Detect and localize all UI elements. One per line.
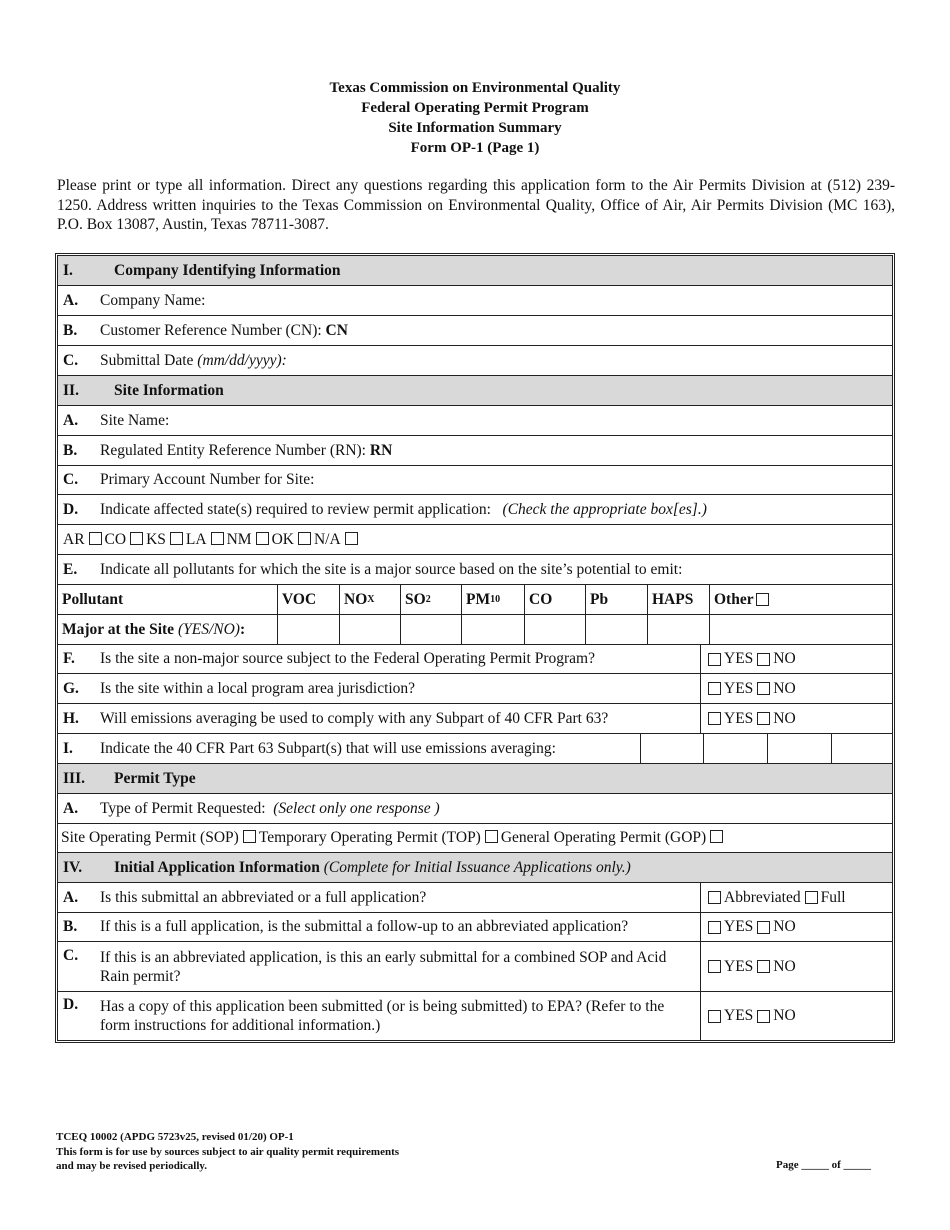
major-at-site-row: [58, 615, 892, 645]
haps-header: HAPS: [647, 585, 709, 614]
page-number: Page _____ of _____: [776, 1159, 872, 1171]
pollutants-intro-row: [58, 555, 892, 585]
label-text: Major at the Site: [62, 620, 175, 638]
state-nm[interactable]: [227, 531, 272, 549]
other-header: [709, 585, 892, 614]
label-text: Submittal Date: [100, 351, 194, 369]
date-format-hint: (mm/dd/yyyy):: [197, 351, 287, 369]
label-text: SO: [405, 590, 426, 608]
section-2-header: [58, 376, 892, 406]
state-label: NM: [226, 530, 252, 548]
yes-no-group: [700, 913, 892, 941]
state-label: LA: [185, 530, 207, 548]
yes-label: YES: [724, 1007, 754, 1024]
section-4-header: [58, 853, 892, 883]
state-ok[interactable]: [272, 531, 314, 549]
epa-copy-row: [58, 992, 892, 1040]
form-table: [55, 253, 895, 1043]
section-title: [100, 859, 892, 877]
checkbox[interactable]: [485, 830, 498, 843]
label-text: NO: [344, 590, 368, 608]
intro-text: Please print or type all information. Direct any questions regarding this application form to the Air Permits Division at (512) 239-1250. Address written inquiries to the Texas Commission on Environmental Quality, Office of Air, Air Permits Division (MC 163), P.O. Box 13087, Austin, Texas 78711-3087.: [57, 177, 895, 233]
checkbox[interactable]: [211, 532, 224, 545]
subpart-cell[interactable]: [640, 734, 703, 763]
yes-checkbox[interactable]: [708, 921, 721, 934]
no-checkbox[interactable]: [757, 682, 770, 695]
affected-states-label: [100, 501, 892, 519]
no-checkbox[interactable]: [757, 921, 770, 934]
cn-prefix: CN: [325, 321, 348, 339]
row-letter: E.: [63, 560, 78, 578]
submittal-date-label: [100, 352, 892, 370]
gop-option[interactable]: [501, 829, 726, 847]
permit-type-label: [100, 800, 892, 818]
yes-label: YES: [724, 709, 754, 727]
voc-cell[interactable]: [277, 615, 339, 644]
yes-checkbox[interactable]: [708, 712, 721, 725]
pollutant-header-row: [58, 585, 892, 615]
account-number-row[interactable]: [58, 466, 892, 495]
checkbox[interactable]: [89, 532, 102, 545]
row-letter: A.: [63, 411, 79, 429]
emissions-averaging-row: [58, 704, 892, 734]
major-at-site-label: [58, 615, 277, 644]
state-label: OK: [271, 530, 294, 548]
subscript: 2: [425, 594, 431, 605]
form-title: Site Information Summary: [388, 120, 562, 136]
label-text: Indicate affected state(s) required to review permit application:: [100, 500, 491, 518]
question-text: If this is an abbreviated application, is this an early submittal for a combined SOP and Acid Rain permit?: [100, 948, 667, 985]
gop-label: General Operating Permit (GOP): [500, 829, 707, 846]
program-title: Federal Operating Permit Program: [361, 100, 589, 116]
yes-label: YES: [724, 679, 754, 697]
company-name-label: Company Name:: [100, 291, 206, 309]
voc-header: VOC: [277, 585, 339, 614]
state-label: CO: [104, 530, 127, 548]
checkbox[interactable]: [130, 532, 143, 545]
form-header: [0, 78, 950, 158]
pm10-header: [461, 585, 524, 614]
question-text: Has a copy of this application been submitted (or is being submitted) to EPA? (Refer to the form instructions for additional information.): [100, 998, 665, 1034]
question-text: Is the site a non-major source subject to the Federal Operating Permit Program?: [100, 650, 595, 667]
question-text: Is the site within a local program area jurisdiction?: [100, 679, 416, 697]
form-id: TCEQ 10002 (APDG 5723v25, revised 01/20) OP-1: [56, 1131, 294, 1143]
label-text: Other: [714, 590, 754, 608]
no-label: NO: [773, 650, 796, 667]
section-1-header: [58, 256, 892, 286]
state-checkbox-row: [58, 525, 892, 555]
so2-header: [400, 585, 461, 614]
acid-rain-row: [58, 942, 892, 992]
other-cell[interactable]: [709, 615, 892, 644]
subpart-cell[interactable]: [767, 734, 831, 763]
no-checkbox[interactable]: [757, 1010, 770, 1023]
section-hint: (Complete for Initial Issuance Applications only.): [323, 858, 631, 876]
section-number: IV.: [63, 858, 83, 876]
customer-reference-row[interactable]: [58, 316, 892, 346]
no-checkbox[interactable]: [757, 653, 770, 666]
state-la[interactable]: [186, 531, 227, 549]
yes-checkbox[interactable]: [708, 1010, 721, 1023]
abbreviated-label: Abbreviated: [724, 888, 801, 906]
checkbox[interactable]: [243, 830, 256, 843]
row-letter: B.: [63, 321, 78, 339]
company-name-row[interactable]: [58, 286, 892, 316]
yes-checkbox[interactable]: [708, 960, 721, 973]
site-name-label: Site Name:: [100, 411, 170, 429]
yes-no-group: [700, 704, 892, 733]
no-label: NO: [773, 1007, 796, 1024]
top-label: Temporary Operating Permit (TOP): [258, 829, 481, 846]
row-letter: D.: [63, 500, 79, 518]
row-letter: D.: [63, 996, 79, 1013]
no-label: NO: [773, 957, 796, 975]
yes-no-hint: (YES/NO): [177, 620, 240, 638]
regulated-entity-label: [100, 442, 892, 460]
no-label: NO: [773, 918, 796, 935]
state-co[interactable]: [105, 531, 147, 549]
yes-no-group: [700, 674, 892, 703]
form-footer: [56, 1130, 399, 1174]
question-text: Will emissions averaging be used to comply with any Subpart of 40 CFR Part 63?: [100, 709, 609, 727]
no-label: NO: [773, 709, 796, 727]
section-title: Company Identifying Information: [114, 261, 341, 279]
yes-label: YES: [724, 650, 754, 667]
checkbox[interactable]: [170, 532, 183, 545]
state-label: KS: [146, 530, 166, 548]
section-title: Permit Type: [114, 769, 196, 787]
permit-type-row: [58, 794, 892, 824]
label-colon: :: [239, 620, 246, 638]
customer-reference-label: [100, 322, 892, 340]
yes-no-group: [700, 645, 892, 673]
state-label: AR: [63, 530, 85, 548]
follow-up-row: [58, 913, 892, 942]
local-program-row: [58, 674, 892, 704]
question-text: If this is a full application, is the submittal a follow-up to an abbreviated application?: [100, 918, 629, 935]
subpart-cell[interactable]: [703, 734, 767, 763]
haps-cell[interactable]: [647, 615, 709, 644]
row-letter: I.: [63, 739, 73, 757]
pollutant-label: Pollutant: [62, 590, 124, 608]
label-text: Initial Application Information: [114, 858, 320, 876]
no-label: NO: [773, 679, 796, 697]
row-letter: C.: [63, 471, 79, 488]
yes-label: YES: [724, 918, 754, 935]
subpart-cell[interactable]: [831, 734, 892, 763]
non-major-row: [58, 645, 892, 674]
select-hint: (Select only one response ): [273, 799, 440, 817]
row-letter: B.: [63, 441, 78, 459]
site-name-row[interactable]: [58, 406, 892, 436]
state-label: N/A: [313, 530, 341, 548]
full-label: Full: [820, 888, 846, 906]
form-usage-note: This form is for use by sources subject to air quality permit requirements: [56, 1145, 400, 1158]
nox-header: [339, 585, 400, 614]
label-text: PM: [466, 590, 491, 608]
state-na[interactable]: [314, 531, 361, 549]
co-cell[interactable]: [524, 615, 585, 644]
full-checkbox[interactable]: [805, 891, 818, 904]
abbreviated-checkbox[interactable]: [708, 891, 721, 904]
yes-label: YES: [724, 957, 754, 975]
section-number: III.: [63, 769, 85, 787]
checkbox[interactable]: [298, 532, 311, 545]
check-hint: (Check the appropriate box[es].): [502, 500, 707, 518]
subscript: X: [367, 594, 375, 605]
form-revision-note: and may be revised periodically.: [56, 1160, 208, 1172]
sop-label: Site Operating Permit (SOP): [61, 829, 239, 846]
yes-checkbox[interactable]: [708, 682, 721, 695]
row-letter: C.: [63, 351, 79, 369]
submittal-date-row[interactable]: [58, 346, 892, 376]
section-number: I.: [63, 261, 73, 279]
state-ks[interactable]: [146, 531, 186, 549]
yes-no-group: [700, 942, 892, 991]
row-letter: H.: [63, 709, 79, 727]
pb-header: Pb: [585, 585, 647, 614]
pm10-cell[interactable]: [461, 615, 524, 644]
nox-cell[interactable]: [339, 615, 400, 644]
row-letter: B.: [63, 918, 78, 935]
row-letter: F.: [63, 650, 75, 667]
subscript: 10: [490, 594, 501, 605]
top-option[interactable]: [259, 829, 501, 847]
regulated-entity-row[interactable]: [58, 436, 892, 466]
row-letter: A.: [63, 888, 79, 906]
co-header: CO: [524, 585, 585, 614]
question-text: Indicate the 40 CFR Part 63 Subpart(s) that will use emissions averaging:: [100, 739, 556, 757]
question-text: Is this submittal an abbreviated or a full application?: [100, 888, 427, 906]
subparts-row: [58, 734, 892, 764]
row-letter: A.: [63, 799, 79, 817]
account-number-label: Primary Account Number for Site:: [100, 471, 315, 488]
no-checkbox[interactable]: [757, 712, 770, 725]
so2-cell[interactable]: [400, 615, 461, 644]
checkbox[interactable]: [256, 532, 269, 545]
section-number: II.: [63, 381, 79, 399]
no-checkbox[interactable]: [757, 960, 770, 973]
checkbox[interactable]: [710, 830, 723, 843]
rn-prefix: RN: [369, 441, 393, 459]
yes-no-group: [700, 992, 892, 1040]
affected-states-row: [58, 495, 892, 525]
section-3-header: [58, 764, 892, 794]
permit-options-row: [58, 824, 892, 853]
label-text: Customer Reference Number (CN):: [100, 321, 322, 339]
row-letter: A.: [63, 291, 79, 309]
section-title: Site Information: [114, 381, 224, 399]
yes-checkbox[interactable]: [708, 653, 721, 666]
label-text: Type of Permit Requested:: [100, 799, 266, 817]
agency-title: Texas Commission on Environmental Quality: [329, 80, 621, 96]
abbreviated-full-group: [700, 883, 892, 912]
row-letter: G.: [63, 679, 79, 697]
sop-option[interactable]: [61, 829, 259, 847]
form-page-title: Form OP-1 (Page 1): [410, 140, 540, 156]
state-ar[interactable]: [63, 531, 105, 549]
abbreviated-full-row: [58, 883, 892, 913]
row-letter: C.: [63, 947, 79, 964]
label-text: Regulated Entity Reference Number (RN):: [100, 441, 366, 459]
checkbox[interactable]: [345, 532, 358, 545]
pb-cell[interactable]: [585, 615, 647, 644]
pollutants-intro-label: Indicate all pollutants for which the site is a major source based on the site’s potential to emit:: [100, 560, 683, 578]
other-checkbox[interactable]: [756, 593, 769, 606]
